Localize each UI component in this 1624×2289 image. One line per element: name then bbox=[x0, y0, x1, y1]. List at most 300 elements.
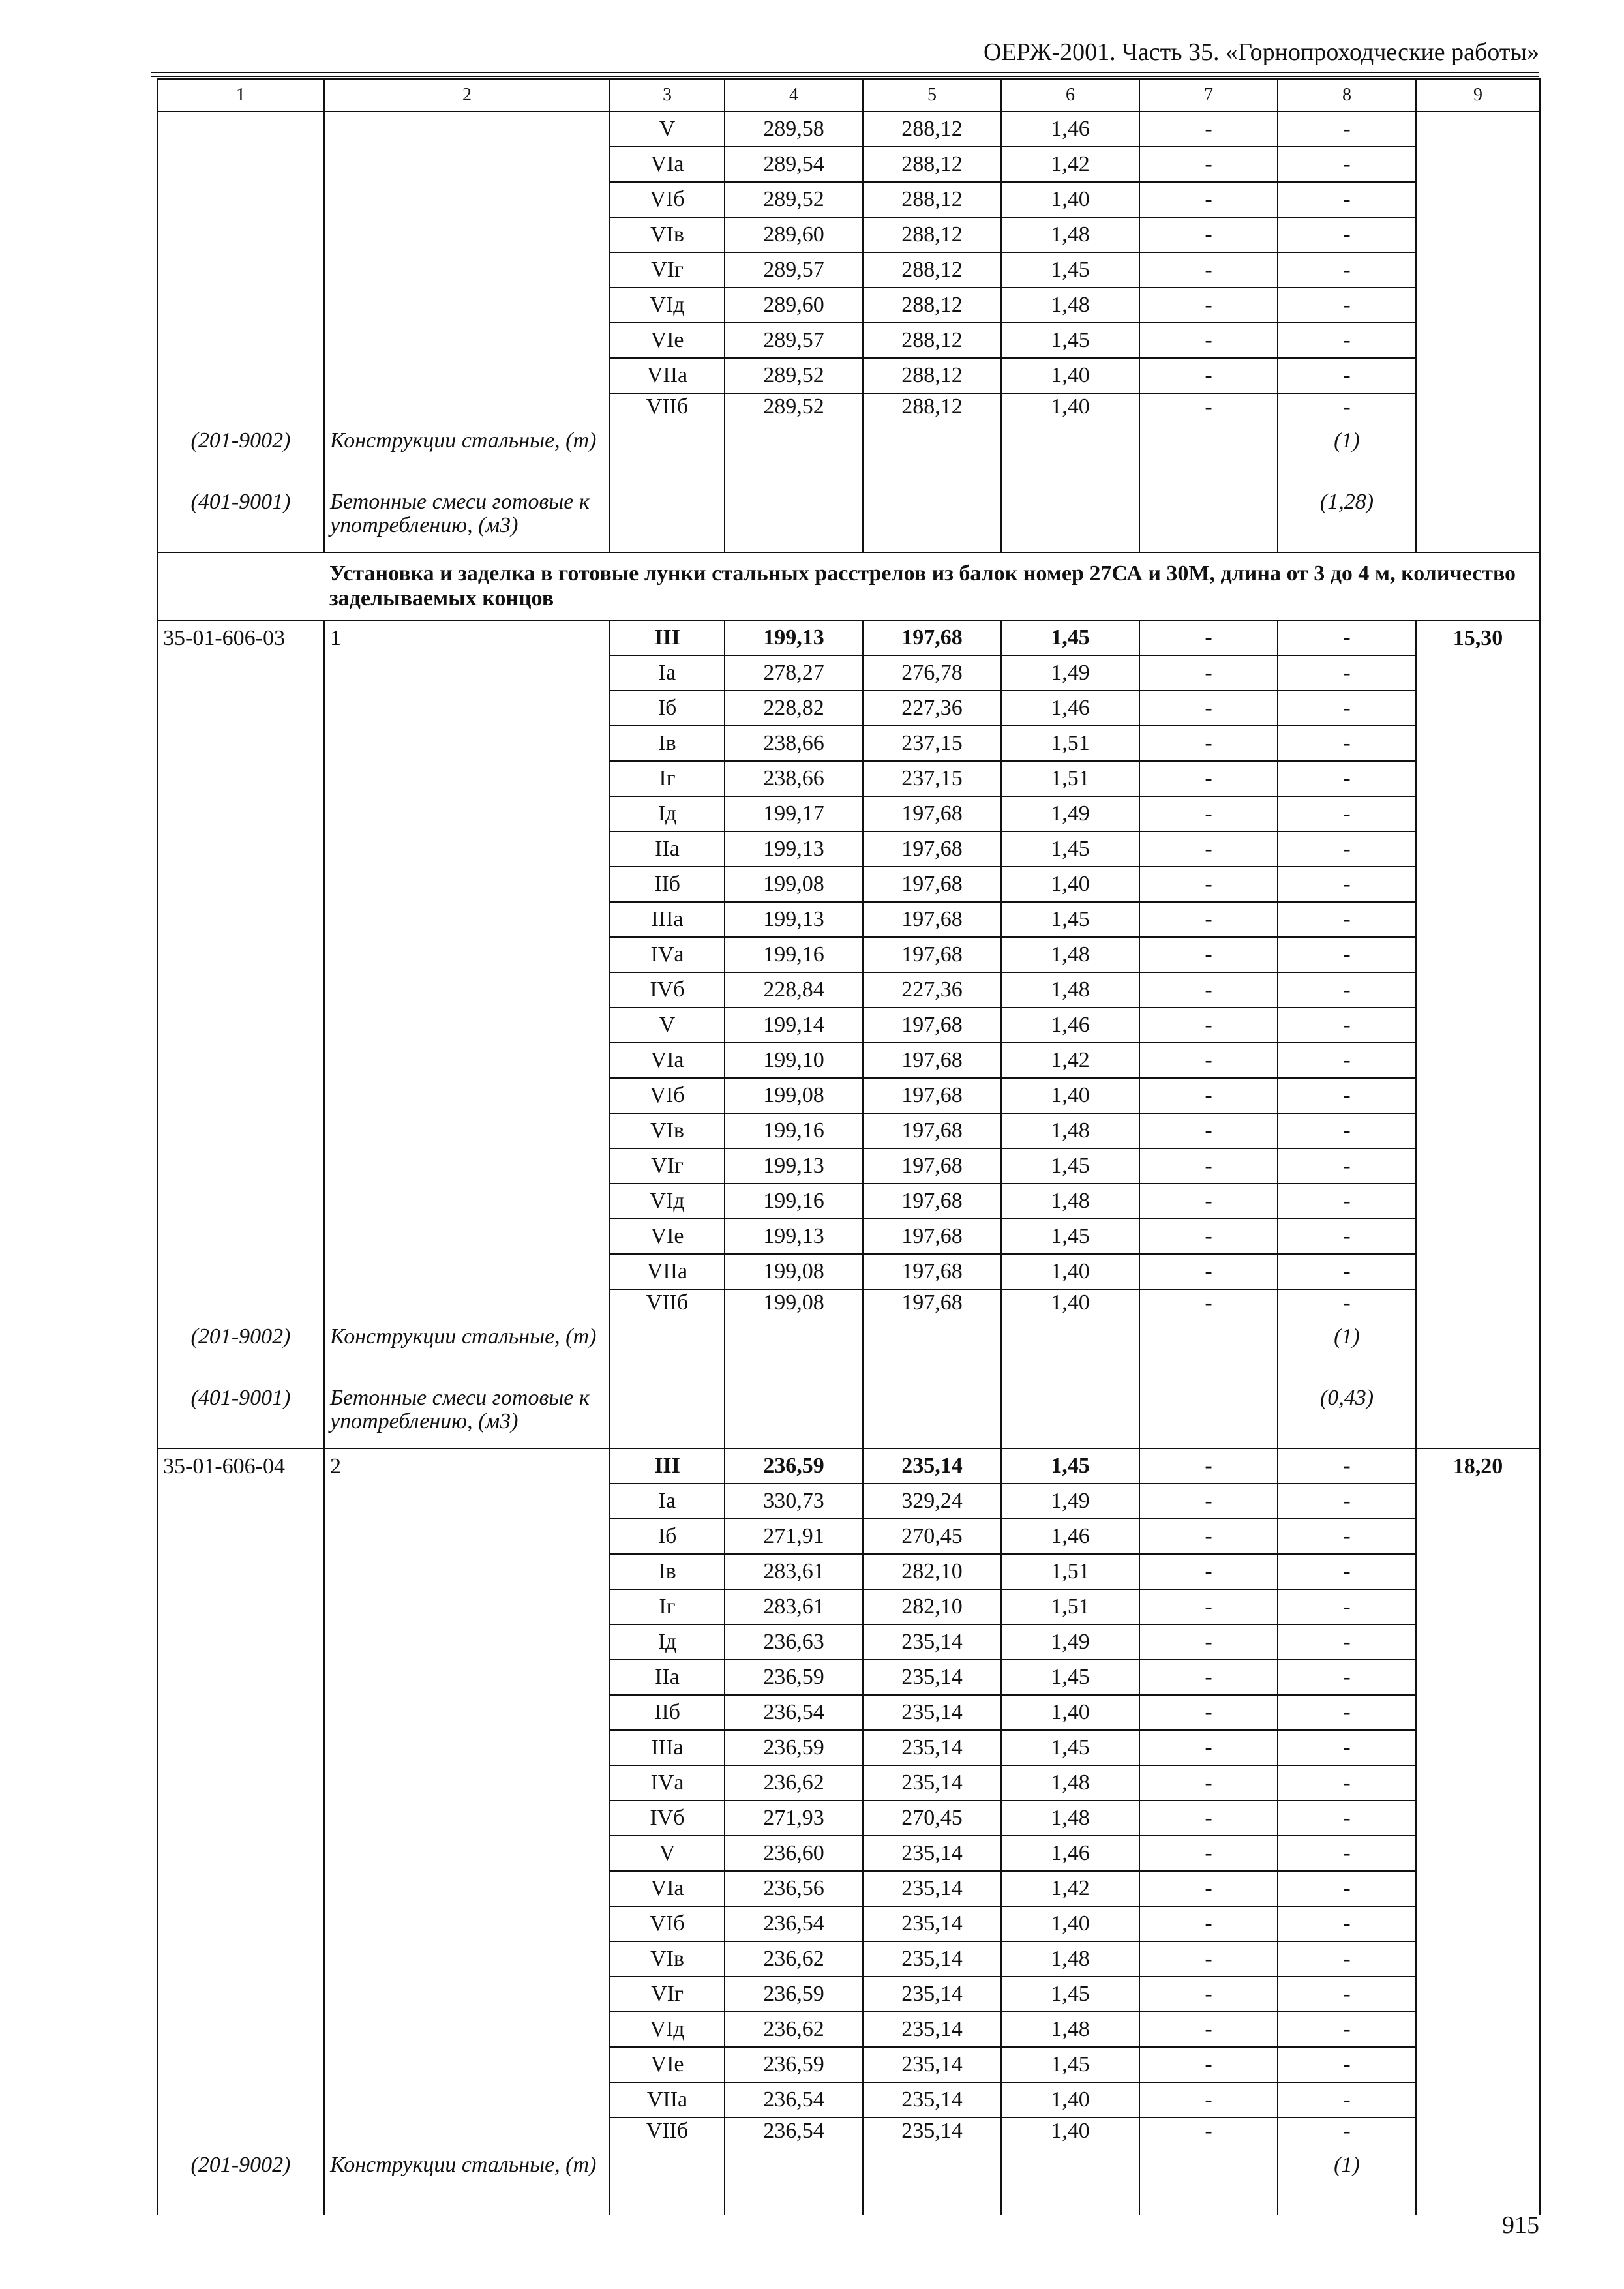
norm-param-cell bbox=[324, 1254, 610, 1289]
empty-cell bbox=[1139, 490, 1278, 552]
grade-cell: Iд bbox=[610, 1624, 725, 1660]
value-cell: 289,52 bbox=[725, 358, 863, 393]
value-cell: - bbox=[1278, 1113, 1416, 1148]
empty-cell bbox=[725, 490, 863, 552]
norm-code-cell bbox=[157, 1148, 324, 1184]
value-cell: 235,14 bbox=[863, 1906, 1001, 1941]
total-cell bbox=[1416, 1554, 1540, 1589]
value-cell: 197,68 bbox=[863, 796, 1001, 831]
value-cell: - bbox=[1278, 1554, 1416, 1589]
total-cell bbox=[1416, 1484, 1540, 1519]
value-cell: 197,68 bbox=[863, 1113, 1001, 1148]
value-cell: 1,45 bbox=[1001, 620, 1139, 655]
norm-param-cell bbox=[324, 1554, 610, 1589]
value-cell: - bbox=[1139, 1113, 1278, 1148]
empty-cell bbox=[1416, 2153, 1540, 2215]
norm-code-cell bbox=[157, 323, 324, 358]
norm-code-cell bbox=[157, 1589, 324, 1624]
value-cell: 235,14 bbox=[863, 2047, 1001, 2082]
total-cell bbox=[1416, 1801, 1540, 1836]
value-cell: 199,13 bbox=[725, 1219, 863, 1254]
value-cell: - bbox=[1278, 1484, 1416, 1519]
total-cell bbox=[1416, 761, 1540, 796]
value-cell: 199,14 bbox=[725, 1008, 863, 1043]
total-cell bbox=[1416, 112, 1540, 147]
value-cell: - bbox=[1278, 1289, 1416, 1325]
value-cell: - bbox=[1139, 112, 1278, 147]
value-cell: - bbox=[1278, 1941, 1416, 1977]
value-cell: 289,60 bbox=[725, 288, 863, 323]
norm-param-cell bbox=[324, 1977, 610, 2012]
value-cell: - bbox=[1139, 902, 1278, 937]
grade-cell: VIв bbox=[610, 217, 725, 252]
value-cell: 236,54 bbox=[725, 1695, 863, 1730]
empty-cell bbox=[1416, 1325, 1540, 1386]
norm-param-cell bbox=[324, 1836, 610, 1871]
norm-param-cell bbox=[324, 1184, 610, 1219]
norm-code-cell bbox=[157, 182, 324, 217]
value-cell: 227,36 bbox=[863, 972, 1001, 1008]
empty-cell bbox=[863, 429, 1001, 490]
grade-cell: VIб bbox=[610, 1906, 725, 1941]
value-cell: 199,10 bbox=[725, 1043, 863, 1078]
value-cell: - bbox=[1278, 867, 1416, 902]
grade-cell: IVб bbox=[610, 1801, 725, 1836]
total-cell bbox=[1416, 288, 1540, 323]
value-cell: - bbox=[1278, 1977, 1416, 2012]
table-row bbox=[157, 1695, 1540, 1730]
material-row bbox=[157, 1325, 1540, 1386]
norm-param-cell bbox=[324, 2012, 610, 2047]
value-cell: 197,68 bbox=[863, 1043, 1001, 1078]
grade-cell: VIг bbox=[610, 1977, 725, 2012]
value-cell: - bbox=[1139, 1941, 1278, 1977]
table-row bbox=[157, 393, 1540, 429]
table-row bbox=[157, 1078, 1540, 1113]
value-cell: - bbox=[1139, 867, 1278, 902]
column-number: 9 bbox=[1416, 79, 1540, 112]
total-cell bbox=[1416, 1624, 1540, 1660]
norm-param-cell bbox=[324, 1871, 610, 1906]
table-row bbox=[157, 726, 1540, 761]
value-cell: - bbox=[1278, 1043, 1416, 1078]
column-number: 1 bbox=[157, 79, 324, 112]
grade-cell: IVб bbox=[610, 972, 725, 1008]
empty-cell bbox=[725, 1325, 863, 1386]
norm-code-cell bbox=[157, 1078, 324, 1113]
grade-cell: VIIб bbox=[610, 2117, 725, 2153]
table-row bbox=[157, 1765, 1540, 1801]
value-cell: 199,08 bbox=[725, 1254, 863, 1289]
value-cell: - bbox=[1139, 1695, 1278, 1730]
norm-param-cell bbox=[324, 1695, 610, 1730]
value-cell: 270,45 bbox=[863, 1801, 1001, 1836]
value-cell: - bbox=[1139, 288, 1278, 323]
empty-cell bbox=[1416, 1386, 1540, 1448]
value-cell: 1,49 bbox=[1001, 655, 1139, 691]
value-cell: 271,91 bbox=[725, 1519, 863, 1554]
value-cell: - bbox=[1278, 112, 1416, 147]
grade-cell: VIд bbox=[610, 1184, 725, 1219]
norm-code-cell bbox=[157, 726, 324, 761]
value-cell: - bbox=[1278, 831, 1416, 867]
total-cell bbox=[1416, 1008, 1540, 1043]
grade-cell: Iб bbox=[610, 691, 725, 726]
norm-param-cell bbox=[324, 1624, 610, 1660]
norm-param-cell: 1 bbox=[324, 620, 610, 655]
value-cell: - bbox=[1139, 796, 1278, 831]
grade-cell: VIIа bbox=[610, 358, 725, 393]
value-cell: 1,45 bbox=[1001, 1730, 1139, 1765]
material-quantity: (1) bbox=[1278, 1325, 1416, 1386]
table-row bbox=[157, 867, 1540, 902]
total-cell bbox=[1416, 796, 1540, 831]
value-cell: - bbox=[1139, 691, 1278, 726]
value-cell: - bbox=[1139, 358, 1278, 393]
value-cell: 236,54 bbox=[725, 2082, 863, 2117]
empty-cell bbox=[863, 490, 1001, 552]
value-cell: 199,13 bbox=[725, 902, 863, 937]
norm-code-cell bbox=[157, 1624, 324, 1660]
total-cell bbox=[1416, 1078, 1540, 1113]
value-cell: 288,12 bbox=[863, 252, 1001, 288]
grade-cell: V bbox=[610, 1836, 725, 1871]
value-cell: 236,60 bbox=[725, 1836, 863, 1871]
total-cell bbox=[1416, 1254, 1540, 1289]
norm-param-cell bbox=[324, 2082, 610, 2117]
material-row bbox=[157, 2153, 1540, 2215]
total-cell bbox=[1416, 358, 1540, 393]
norm-param-cell bbox=[324, 1730, 610, 1765]
norm-code-cell bbox=[157, 1660, 324, 1695]
value-cell: 235,14 bbox=[863, 1977, 1001, 2012]
norm-code-cell bbox=[157, 2012, 324, 2047]
norm-param-cell bbox=[324, 1219, 610, 1254]
value-cell: 199,16 bbox=[725, 1184, 863, 1219]
empty-cell bbox=[157, 552, 324, 620]
total-cell bbox=[1416, 937, 1540, 972]
norm-param-cell bbox=[324, 831, 610, 867]
table-row bbox=[157, 1519, 1540, 1554]
value-cell: 199,08 bbox=[725, 1289, 863, 1325]
value-cell: 237,15 bbox=[863, 761, 1001, 796]
column-number-row bbox=[157, 79, 1540, 112]
table-row bbox=[157, 217, 1540, 252]
grade-cell: VIIб bbox=[610, 1289, 725, 1325]
norm-param-cell bbox=[324, 1519, 610, 1554]
grade-cell: IVа bbox=[610, 937, 725, 972]
norm-param-cell bbox=[324, 2047, 610, 2082]
table-row bbox=[157, 1836, 1540, 1871]
total-cell bbox=[1416, 147, 1540, 182]
value-cell: 236,59 bbox=[725, 1448, 863, 1484]
value-cell: - bbox=[1139, 1289, 1278, 1325]
value-cell: - bbox=[1278, 1871, 1416, 1906]
table-row bbox=[157, 147, 1540, 182]
norm-code-cell bbox=[157, 1871, 324, 1906]
norm-param-cell bbox=[324, 358, 610, 393]
value-cell: 228,84 bbox=[725, 972, 863, 1008]
norm-param-cell bbox=[324, 726, 610, 761]
value-cell: - bbox=[1278, 217, 1416, 252]
norm-param-cell bbox=[324, 972, 610, 1008]
material-name: Конструкции стальные, (т) bbox=[324, 1325, 610, 1386]
value-cell: 228,82 bbox=[725, 691, 863, 726]
value-cell: - bbox=[1278, 691, 1416, 726]
value-cell: 329,24 bbox=[863, 1484, 1001, 1519]
table-row bbox=[157, 1906, 1540, 1941]
table-row bbox=[157, 2047, 1540, 2082]
empty-cell bbox=[1001, 1325, 1139, 1386]
value-cell: 236,59 bbox=[725, 2047, 863, 2082]
value-cell: 1,40 bbox=[1001, 1289, 1139, 1325]
norm-param-cell bbox=[324, 182, 610, 217]
norm-code-cell bbox=[157, 1519, 324, 1554]
value-cell: 1,45 bbox=[1001, 1148, 1139, 1184]
norm-code-cell bbox=[157, 1484, 324, 1519]
norm-code-cell bbox=[157, 1695, 324, 1730]
value-cell: - bbox=[1139, 2047, 1278, 2082]
empty-cell bbox=[1001, 490, 1139, 552]
value-cell: - bbox=[1278, 1765, 1416, 1801]
total-cell bbox=[1416, 2117, 1540, 2153]
table-row bbox=[157, 761, 1540, 796]
value-cell: 236,62 bbox=[725, 2012, 863, 2047]
value-cell: - bbox=[1139, 726, 1278, 761]
value-cell: - bbox=[1278, 1906, 1416, 1941]
value-cell: 1,42 bbox=[1001, 1871, 1139, 1906]
grade-cell: Iб bbox=[610, 1519, 725, 1554]
table-row bbox=[157, 2012, 1540, 2047]
value-cell: 235,14 bbox=[863, 1941, 1001, 1977]
table-row bbox=[157, 1660, 1540, 1695]
empty-cell bbox=[1001, 429, 1139, 490]
table-row bbox=[157, 112, 1540, 147]
grade-cell: Iг bbox=[610, 761, 725, 796]
norm-code-cell bbox=[157, 831, 324, 867]
value-cell: - bbox=[1139, 217, 1278, 252]
value-cell: 1,49 bbox=[1001, 1624, 1139, 1660]
norm-param-cell bbox=[324, 252, 610, 288]
table-row bbox=[157, 252, 1540, 288]
table-row bbox=[157, 1008, 1540, 1043]
value-cell: 1,51 bbox=[1001, 1554, 1139, 1589]
value-cell: 1,45 bbox=[1001, 902, 1139, 937]
table-row bbox=[157, 182, 1540, 217]
value-cell: - bbox=[1278, 937, 1416, 972]
norm-code-cell bbox=[157, 2082, 324, 2117]
norms-table bbox=[157, 78, 1541, 2215]
material-name: Бетонные смеси готовые к употреблению, (м3) bbox=[324, 490, 610, 552]
value-cell: 199,13 bbox=[725, 620, 863, 655]
norm-param-cell bbox=[324, 1148, 610, 1184]
value-cell: 197,68 bbox=[863, 902, 1001, 937]
norm-code-cell bbox=[157, 937, 324, 972]
material-quantity: (0,43) bbox=[1278, 1386, 1416, 1448]
value-cell: 330,73 bbox=[725, 1484, 863, 1519]
table-row bbox=[157, 1484, 1540, 1519]
value-cell: 1,45 bbox=[1001, 1219, 1139, 1254]
grade-cell: VIа bbox=[610, 1871, 725, 1906]
material-code: (201-9002) bbox=[157, 429, 324, 490]
value-cell: 238,66 bbox=[725, 726, 863, 761]
total-cell bbox=[1416, 1730, 1540, 1765]
value-cell: 283,61 bbox=[725, 1589, 863, 1624]
value-cell: 197,68 bbox=[863, 1254, 1001, 1289]
table-row bbox=[157, 1254, 1540, 1289]
grade-cell: IIIа bbox=[610, 1730, 725, 1765]
table-row bbox=[157, 1448, 1540, 1484]
value-cell: 289,57 bbox=[725, 323, 863, 358]
total-cell bbox=[1416, 1589, 1540, 1624]
value-cell: 1,45 bbox=[1001, 1977, 1139, 2012]
material-quantity: (1,28) bbox=[1278, 490, 1416, 552]
norm-param-cell bbox=[324, 1589, 610, 1624]
norm-code-cell bbox=[157, 147, 324, 182]
value-cell: 1,45 bbox=[1001, 1660, 1139, 1695]
norm-param-cell bbox=[324, 1289, 610, 1325]
material-name: Конструкции стальные, (т) bbox=[324, 429, 610, 490]
total-cell bbox=[1416, 323, 1540, 358]
value-cell: 197,68 bbox=[863, 867, 1001, 902]
norm-code-cell bbox=[157, 1254, 324, 1289]
value-cell: 288,12 bbox=[863, 147, 1001, 182]
value-cell: - bbox=[1139, 1836, 1278, 1871]
value-cell: 1,48 bbox=[1001, 1184, 1139, 1219]
value-cell: 1,40 bbox=[1001, 182, 1139, 217]
value-cell: - bbox=[1278, 761, 1416, 796]
value-cell: 1,40 bbox=[1001, 867, 1139, 902]
norm-code-cell bbox=[157, 1801, 324, 1836]
value-cell: 235,14 bbox=[863, 1448, 1001, 1484]
value-cell: 1,48 bbox=[1001, 1765, 1139, 1801]
value-cell: - bbox=[1139, 147, 1278, 182]
empty-cell bbox=[610, 1325, 725, 1386]
value-cell: - bbox=[1139, 1484, 1278, 1519]
norm-code-cell bbox=[157, 1836, 324, 1871]
norm-param-cell bbox=[324, 867, 610, 902]
value-cell: 236,54 bbox=[725, 1906, 863, 1941]
grade-cell: VIIа bbox=[610, 1254, 725, 1289]
value-cell: 288,12 bbox=[863, 182, 1001, 217]
value-cell: - bbox=[1278, 358, 1416, 393]
grade-cell: III bbox=[610, 620, 725, 655]
value-cell: - bbox=[1139, 1008, 1278, 1043]
value-cell: - bbox=[1139, 2117, 1278, 2153]
value-cell: 1,45 bbox=[1001, 252, 1139, 288]
column-number: 3 bbox=[610, 79, 725, 112]
material-name: Конструкции стальные, (т) bbox=[324, 2153, 610, 2215]
value-cell: 271,93 bbox=[725, 1801, 863, 1836]
total-cell bbox=[1416, 2012, 1540, 2047]
value-cell: - bbox=[1278, 726, 1416, 761]
value-cell: 236,62 bbox=[725, 1765, 863, 1801]
value-cell: - bbox=[1278, 1184, 1416, 1219]
value-cell: - bbox=[1278, 902, 1416, 937]
total-cell bbox=[1416, 1660, 1540, 1695]
value-cell: 289,52 bbox=[725, 393, 863, 429]
value-cell: - bbox=[1139, 2082, 1278, 2117]
grade-cell: Iа bbox=[610, 1484, 725, 1519]
grade-cell: IIIа bbox=[610, 902, 725, 937]
norm-code-cell bbox=[157, 972, 324, 1008]
value-cell: - bbox=[1139, 1148, 1278, 1184]
grade-cell: V bbox=[610, 1008, 725, 1043]
norm-param-cell: 2 bbox=[324, 1448, 610, 1484]
value-cell: 283,61 bbox=[725, 1554, 863, 1589]
value-cell: - bbox=[1278, 2047, 1416, 2082]
value-cell: 1,48 bbox=[1001, 1801, 1139, 1836]
value-cell: - bbox=[1278, 1589, 1416, 1624]
value-cell: 1,51 bbox=[1001, 1589, 1139, 1624]
table-row bbox=[157, 323, 1540, 358]
value-cell: - bbox=[1278, 323, 1416, 358]
value-cell: - bbox=[1139, 831, 1278, 867]
value-cell: 236,54 bbox=[725, 2117, 863, 2153]
material-quantity: (1) bbox=[1278, 429, 1416, 490]
grade-cell: VIIб bbox=[610, 393, 725, 429]
value-cell: 289,57 bbox=[725, 252, 863, 288]
value-cell: 235,14 bbox=[863, 1624, 1001, 1660]
value-cell: - bbox=[1139, 761, 1278, 796]
norm-code-cell bbox=[157, 902, 324, 937]
material-code: (401-9001) bbox=[157, 490, 324, 552]
value-cell: - bbox=[1139, 1219, 1278, 1254]
norm-code-cell bbox=[157, 867, 324, 902]
value-cell: 238,66 bbox=[725, 761, 863, 796]
total-cell bbox=[1416, 182, 1540, 217]
value-cell: - bbox=[1278, 2012, 1416, 2047]
value-cell: - bbox=[1139, 252, 1278, 288]
norm-param-cell bbox=[324, 1043, 610, 1078]
column-number: 2 bbox=[324, 79, 610, 112]
empty-cell bbox=[1139, 1325, 1278, 1386]
empty-cell bbox=[725, 1386, 863, 1448]
value-cell: - bbox=[1139, 1977, 1278, 2012]
value-cell: - bbox=[1278, 1519, 1416, 1554]
value-cell: 282,10 bbox=[863, 1589, 1001, 1624]
norm-param-cell bbox=[324, 761, 610, 796]
total-cell bbox=[1416, 1184, 1540, 1219]
grade-cell: IIб bbox=[610, 1695, 725, 1730]
total-cell bbox=[1416, 1906, 1540, 1941]
table-row bbox=[157, 1043, 1540, 1078]
norm-code-cell bbox=[157, 1765, 324, 1801]
value-cell: 288,12 bbox=[863, 112, 1001, 147]
value-cell: 289,52 bbox=[725, 182, 863, 217]
material-quantity: (1) bbox=[1278, 2153, 1416, 2215]
value-cell: 199,13 bbox=[725, 831, 863, 867]
value-cell: 197,68 bbox=[863, 1184, 1001, 1219]
table-row bbox=[157, 1148, 1540, 1184]
value-cell: 199,08 bbox=[725, 1078, 863, 1113]
table-row bbox=[157, 1219, 1540, 1254]
table-row bbox=[157, 796, 1540, 831]
value-cell: 235,14 bbox=[863, 2082, 1001, 2117]
value-cell: 1,46 bbox=[1001, 1008, 1139, 1043]
value-cell: 1,48 bbox=[1001, 288, 1139, 323]
norm-param-cell bbox=[324, 1765, 610, 1801]
table-row bbox=[157, 1730, 1540, 1765]
value-cell: - bbox=[1139, 1660, 1278, 1695]
value-cell: 276,78 bbox=[863, 655, 1001, 691]
grade-cell: VIд bbox=[610, 288, 725, 323]
norm-param-cell bbox=[324, 1008, 610, 1043]
value-cell: 1,40 bbox=[1001, 1906, 1139, 1941]
value-cell: 199,16 bbox=[725, 937, 863, 972]
value-cell: 1,40 bbox=[1001, 393, 1139, 429]
norm-code-cell bbox=[157, 1941, 324, 1977]
